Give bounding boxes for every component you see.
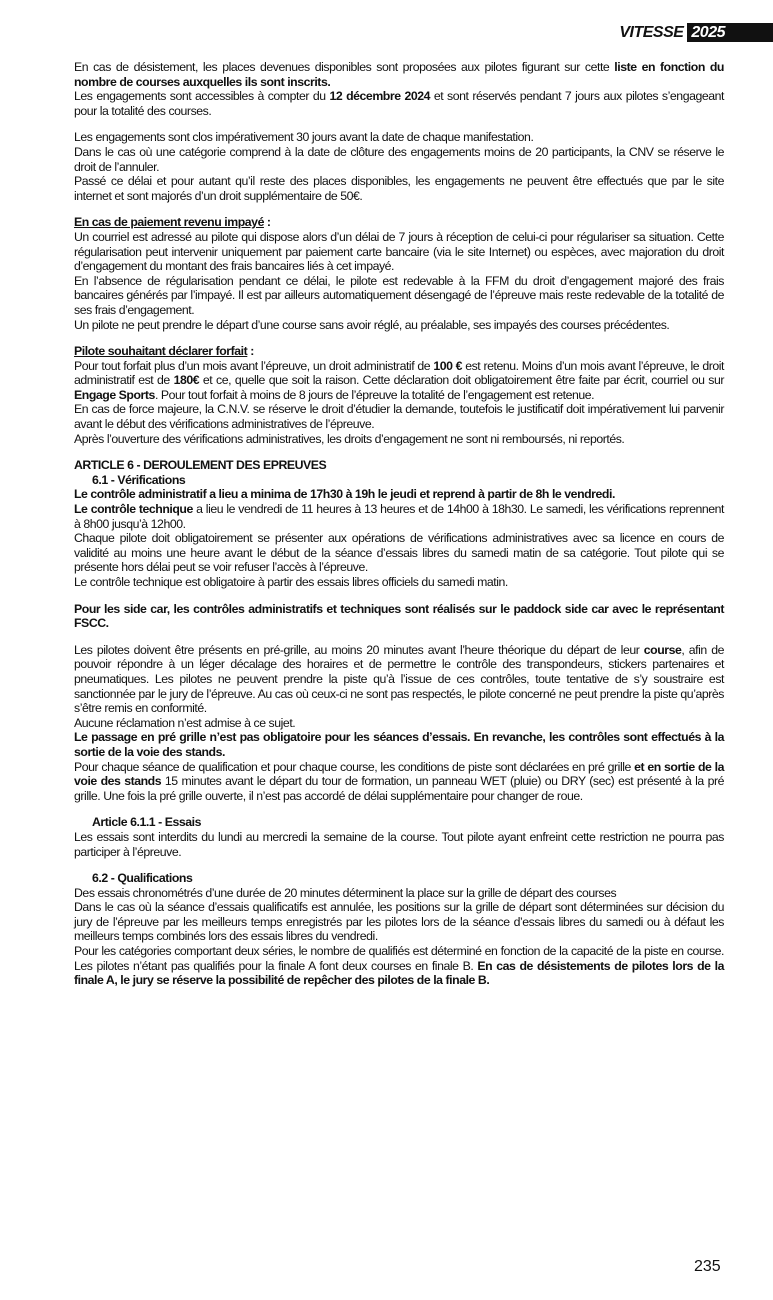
- paragraph: Les pilotes doivent être présents en pré-grille, au moins 20 minutes avant l’heure théorique du départ de leur course, afin de pouvoir répondre à un léger décalage des horaires et de permettre le contrôle des transpondeurs, stickers partenaires et pneumatiques. Les pilotes ne peuvent prendre la piste qu’à l’issue de ces contrôles, toute tentative de s’y soustraire est sanctionnée par le jury de l’épreuve. Au cas où ceux-ci ne sont pas respectés, le pilote concerné ne peut prendre la piste qu’après s’être remis en conformité.: [74, 642, 724, 716]
- paragraph: Chaque pilote doit obligatoirement se présenter aux opérations de vérifications administratives avec sa licence en cours de validité au moins une heure avant le début de la séance d’essais libres du samedi matin de sa catégorie. Tout pilote qui se présente hors délai peut se voir refuser l’accès à l’épreuve.: [74, 531, 724, 575]
- paragraph: En l’absence de régularisation pendant ce délai, le pilote est redevable à la FFM du droit d’engagement majoré des frais bancaires générés par l’impayé. Il est par ailleurs automatiquement désengagé de l’épreuve mais reste redevable de la totalité de ses frais d’engagement.: [74, 273, 724, 317]
- section-heading-essais: Article 6.1.1 - Essais: [92, 815, 202, 830]
- paragraph: Les essais sont interdits du lundi au mercredi la semaine de la course. Tout pilote ayant enfreint cette restriction ne pourra pas participer à l’épreuve.: [74, 829, 724, 859]
- subheading-forfeit: Pilote souhaitant déclarer forfait :: [74, 344, 254, 359]
- paragraph: En cas de force majeure, la C.N.V. se réserve le droit d’étudier la demande, toutefois le justificatif doit impérativement lui parvenir avant le début des vérifications administratives de l’épreuve.: [74, 402, 724, 432]
- paragraph: Pour tout forfait plus d’un mois avant l’épreuve, un droit administratif de 100 € est retenu. Moins d’un mois avant l’épreuve, le droit administratif est de 180€ et ce, quelle que soit la raison. Cette déclaration doit obligatoirement être faite par écrit, courriel ou sur Engage Sports. Pour tout forfait à moins de 8 jours de l’épreuve la totalité de l’engagement est retenue.: [74, 358, 724, 402]
- paragraph: Les engagements sont clos impérativement 30 jours avant la date de chaque manifestation.: [74, 130, 534, 145]
- paragraph: Pour les catégories comportant deux séries, le nombre de qualifiés est déterminé en fonction de la capacité de la piste en course. Les pilotes n’étant pas qualifiés pour la finale A font deux courses en finale B. En cas de désistements de pilotes lors de la finale A, le jury se réserve la possibilité de repêcher des pilotes de la finale B.: [74, 944, 724, 988]
- paragraph: Après l’ouverture des vérifications administratives, les droits d’engagement ne sont ni remboursés, ni reportés.: [74, 431, 625, 446]
- paragraph: Le passage en pré grille n’est pas obligatoire pour les séances d’essais. En revanche, les contrôles sont effectués à la sortie de la voie des stands.: [74, 730, 724, 759]
- paragraph: Des essais chronométrés d’une durée de 20 minutes déterminent la place sur la grille de départ des courses: [74, 885, 617, 900]
- section-year: 2025: [687, 23, 773, 42]
- subheading-unpaid: En cas de paiement revenu impayé :: [74, 215, 271, 230]
- page-number: 235: [694, 1258, 721, 1275]
- paragraph: Dans le cas où la séance d’essais qualificatifs est annulée, les positions sur la grille de départ sont déterminées sur décision du jury de l’épreuve par les meilleurs temps enregistrés par les pilotes lors de la séance d’essais libres du samedi ou à défaut les meilleurs temps combinés lors des essais libres du vendredi.: [74, 900, 724, 944]
- article-heading: ARTICLE 6 - DEROULEMENT DES EPREUVES: [74, 458, 327, 473]
- paragraph: Pour chaque séance de qualification et pour chaque course, les conditions de piste sont déclarées en pré grille et en sortie de la voie des stands 15 minutes avant le départ du tour de formation, un panneau WET (pluie) ou DRY (sec) est présenté à la pré grille. Une fois la pré grille ouverte, il n’est pas accordé de délai supplémentaire pour changer de roue.: [74, 759, 724, 803]
- paragraph: Le contrôle administratif a lieu a minima de 17h30 à 19h le jeudi et reprend à partir de 8h le vendredi.: [74, 487, 615, 502]
- paragraph: Le contrôle technique a lieu le vendredi de 11 heures à 13 heures et de 14h00 à 18h30. Le samedi, les vérifications reprennent à 8h00 jusqu’à 12h00.: [74, 502, 724, 531]
- paragraph: Dans le cas où une catégorie comprend à la date de clôture des engagements moins de 20 participants, la CNV se réserve le droit de l’annuler.: [74, 144, 724, 174]
- paragraph: Aucune réclamation n’est admise à ce sujet.: [74, 715, 296, 730]
- paragraph: Passé ce délai et pour autant qu’il reste des places disponibles, les engagements ne peuvent être effectués que par le site internet et sont majorés d’un droit supplémentaire de 50€.: [74, 174, 724, 203]
- document-body: [74, 60, 724, 988]
- section-heading-qualifications: 6.2 - Qualifications: [92, 871, 193, 886]
- section-title: VITESSE: [619, 23, 684, 41]
- paragraph: Un courriel est adressé au pilote qui dispose alors d’un délai de 7 jours à réception de celui-ci pour régulariser sa situation. Cette régularisation peut intervenir uniquement par paiement carte bancaire (via le site Internet) ou espèces, avec majoration du droit d’engagement du montant des frais bancaires liés à cet impayé.: [74, 229, 724, 274]
- paragraph: En cas de désistement, les places devenues disponibles sont proposées aux pilotes figurant sur cette liste en fonction du nombre de courses auxquelles ils sont inscrits.: [74, 60, 724, 89]
- paragraph: Le contrôle technique est obligatoire à partir des essais libres officiels du samedi matin.: [74, 575, 508, 589]
- section-heading-verifications: 6.1 - Vérifications: [92, 472, 186, 487]
- section-header-badge: [619, 23, 773, 42]
- paragraph: Les engagements sont accessibles à compter du 12 décembre 2024 et sont réservés pendant 7 jours aux pilotes s’engageant pour la totalité des courses.: [74, 89, 724, 118]
- paragraph: Un pilote ne peut prendre le départ d’une course sans avoir réglé, au préalable, ses impayés des courses précédentes.: [74, 317, 670, 332]
- paragraph: Pour les side car, les contrôles administratifs et techniques sont réalisés sur le paddock side car avec le représentant FSCC.: [74, 601, 724, 631]
